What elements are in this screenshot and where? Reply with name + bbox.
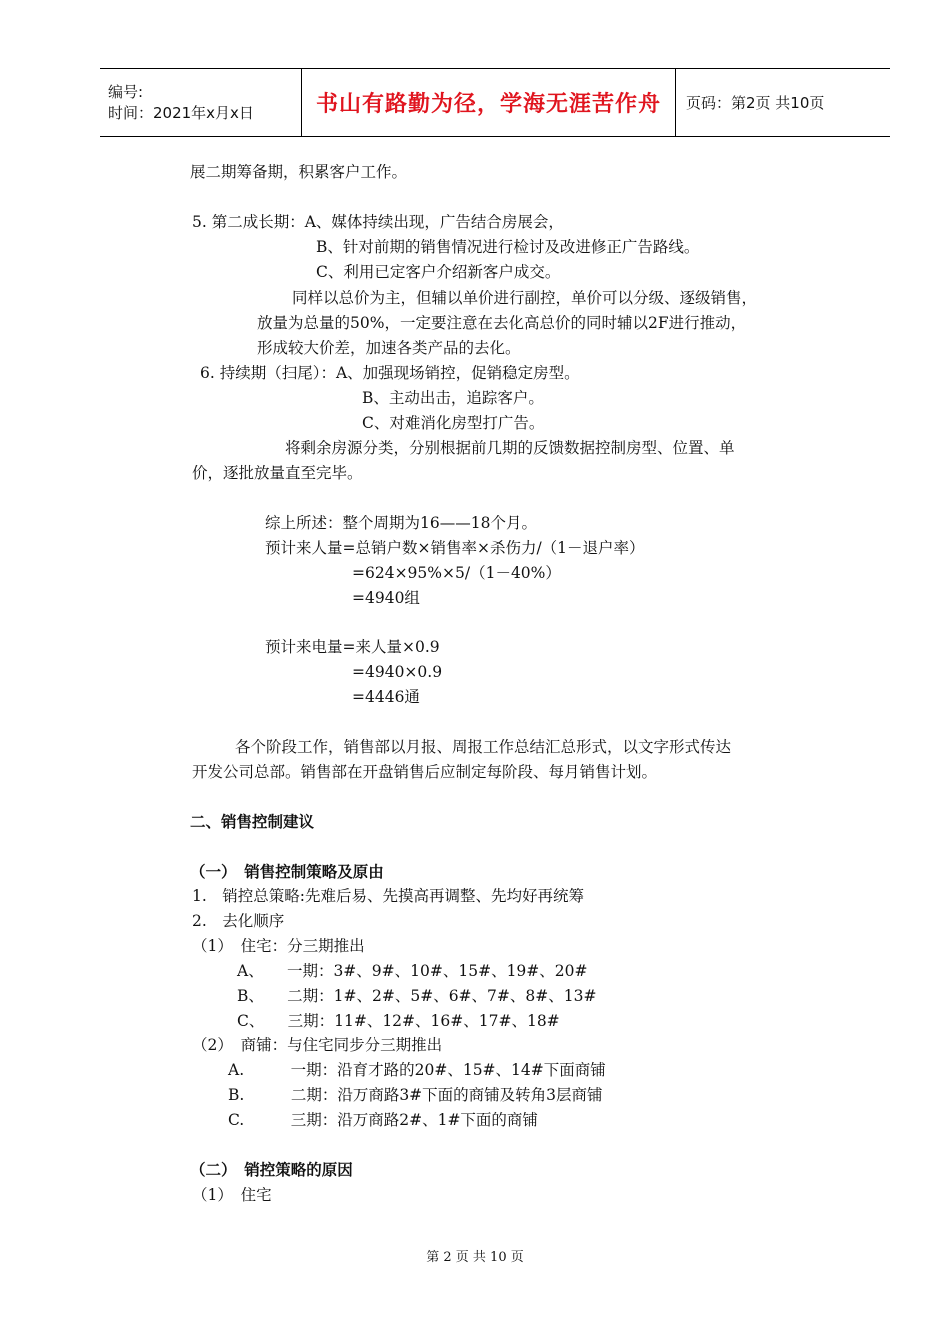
text-line: =4446通 — [352, 688, 420, 706]
header-page-info: 页码：第2页 共10页 — [686, 94, 825, 112]
list-item: （1） 住宅 — [192, 1186, 272, 1204]
text-line: 预计来电量=来人量×0.9 — [265, 638, 440, 656]
text-line: 开发公司总部。销售部在开盘销售后应制定每阶段、每月销售计划。 — [192, 763, 658, 781]
text-line: C、对难消化房型打广告。 — [362, 414, 545, 432]
text-line: 放量为总量的50%，一定要注意在去化高总价的同时辅以2F进行推动， — [257, 314, 747, 332]
subsection-heading: （二） 销控策略的原因 — [190, 1161, 353, 1179]
text-line: B、针对前期的销售情况进行检讨及改进修正广告路线。 — [316, 238, 700, 256]
list-item: （1） 住宅：分三期推出 — [192, 937, 365, 955]
text-line: B、主动出击，追踪客户。 — [362, 389, 544, 407]
document-code-label: 编号: — [108, 82, 144, 101]
list-item: A. 一期：沿育才路的20#、15#、14#下面商铺 — [228, 1061, 606, 1079]
text-line: C、利用已定客户介绍新客户成交。 — [316, 263, 561, 281]
page-header — [100, 68, 890, 137]
text-line: 同样以总价为主，但辅以单价进行副控，单价可以分级、逐级销售， — [292, 289, 758, 307]
document-time-label: 时间：2021年x月x日 — [108, 103, 254, 122]
text-line: =4940×0.9 — [352, 663, 443, 681]
page-footer: 第 2 页 共 10 页 — [426, 1250, 524, 1265]
list-item: 1. 销控总策略:先难后易、先摸高再调整、先均好再统筹 — [192, 887, 585, 905]
list-item: A、 一期：3#、9#、10#、15#、19#、20# — [237, 962, 588, 980]
text-line: 展二期筹备期，积累客户工作。 — [190, 163, 408, 181]
text-line: =624×95%×5/（1－40%） — [352, 564, 561, 582]
list-item: B、 二期：1#、2#、5#、6#、7#、8#、13# — [237, 987, 597, 1005]
list-item: （2） 商铺：与住宅同步分三期推出 — [192, 1036, 443, 1054]
text-line: 预计来人量=总销户数×销售率×杀伤力/（1－退户率） — [265, 539, 645, 557]
list-item: 2. 去化顺序 — [192, 912, 285, 930]
text-line: 形成较大价差，加速各类产品的去化。 — [257, 339, 521, 357]
list-item: C. 三期：沿万商路2#、1#下面的商铺 — [228, 1111, 538, 1129]
text-line: 综上所述：整个周期为16——18个月。 — [265, 514, 537, 532]
section-heading: 二、销售控制建议 — [190, 813, 315, 831]
subsection-heading: （一） 销售控制策略及原由 — [190, 863, 384, 881]
text-line: =4940组 — [352, 589, 420, 607]
list-item: C、 三期：11#、12#、16#、17#、18# — [237, 1012, 560, 1030]
text-line: 5. 第二成长期：A、媒体持续出现，广告结合房展会， — [192, 213, 564, 231]
text-line: 6. 持续期（扫尾）：A、加强现场销控，促销稳定房型。 — [200, 364, 580, 382]
text-line: 各个阶段工作，销售部以月报、周报工作总结汇总形式，以文字形式传达 — [235, 738, 732, 756]
list-item: B. 二期：沿万商路3#下面的商铺及转角3层商铺 — [228, 1086, 603, 1104]
text-line: 将剩余房源分类，分别根据前几期的反馈数据控制房型、位置、单 — [285, 439, 735, 457]
header-info-cell — [100, 69, 302, 136]
header-motto: 书山有路勤为径，学海无涯苦作舟 — [302, 69, 676, 136]
text-line: 价，逐批放量直至完毕。 — [192, 464, 363, 482]
